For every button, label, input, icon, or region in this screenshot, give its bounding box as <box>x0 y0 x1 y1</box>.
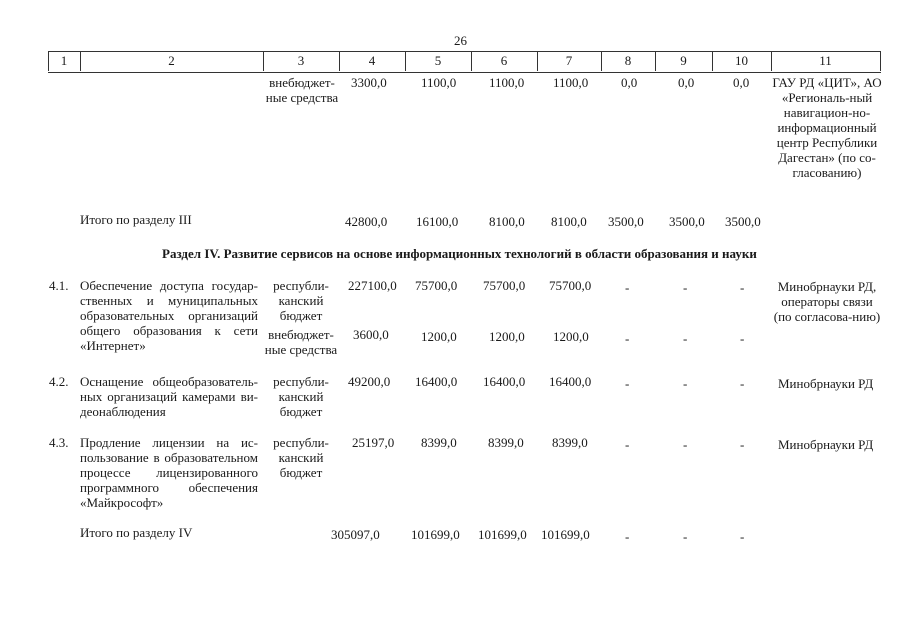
page-number: 26 <box>454 33 467 48</box>
section-title: Раздел IV. Развитие сервисов на основе информационных технологий в области образования и науки <box>162 246 757 261</box>
table-cell: 1200,0 <box>553 329 589 344</box>
table-cell: 0,0 <box>678 75 695 90</box>
table-cell: - <box>740 376 745 391</box>
table-cell: 75700,0 <box>483 278 526 293</box>
table-cell: 8100,0 <box>551 214 587 229</box>
item-name: Оснащение общеобразователь-ных организаций камерами ви-деонаблюдения <box>80 374 258 419</box>
table-cell: 101699,0 <box>541 527 590 542</box>
table-cell: 8399,0 <box>488 435 524 450</box>
table-cell: 1100,0 <box>489 75 525 90</box>
funding-source: республи-канский бюджет <box>273 374 329 419</box>
table-cell: 49200,0 <box>348 374 391 389</box>
item-number: 4.3. <box>49 435 69 450</box>
table-cell: 1200,0 <box>421 329 457 344</box>
table-cell: 16400,0 <box>415 374 458 389</box>
table-cell: - <box>625 376 630 391</box>
table-cell: 1200,0 <box>489 329 525 344</box>
table-cell: - <box>683 437 688 452</box>
table-cell: - <box>683 529 688 544</box>
table-cell: - <box>740 280 745 295</box>
table-cell: 3300,0 <box>351 75 387 90</box>
funding-source: внебюджет-ные средства <box>264 327 338 357</box>
table-cell: - <box>683 376 688 391</box>
table-cell: 3500,0 <box>725 214 761 229</box>
table-cell: 101699,0 <box>411 527 460 542</box>
executor: Минобрнауки РД <box>778 376 874 391</box>
table-cell: 3500,0 <box>608 214 644 229</box>
table-cell: 3500,0 <box>669 214 705 229</box>
executor: Минобрнауки РД, операторы связи (по согласова-нию) <box>773 279 881 324</box>
table-cell: - <box>740 437 745 452</box>
table-cell: 75700,0 <box>549 278 592 293</box>
table-cell: 75700,0 <box>415 278 458 293</box>
table-cell: 16400,0 <box>483 374 526 389</box>
item-name: Продление лицензии на ис-пользование в образовательном процессе лицензированного программного обеспечения «Майкрософт» <box>80 435 258 510</box>
table-cell: - <box>625 280 630 295</box>
column-header: 10 <box>735 53 748 68</box>
table-cell: 1100,0 <box>421 75 457 90</box>
column-header: 5 <box>434 53 442 68</box>
table-cell: 0,0 <box>621 75 638 90</box>
table-cell: 25197,0 <box>352 435 395 450</box>
table-cell: - <box>625 331 630 346</box>
table-cell: 305097,0 <box>331 527 380 542</box>
section-total-label: Итого по разделу III <box>80 212 192 227</box>
executor: Минобрнауки РД <box>778 437 874 452</box>
item-name: Обеспечение доступа государ-ственных и муниципальных образовательных организаций общего образования к сети «Интернет» <box>80 278 258 353</box>
column-header: 6 <box>500 53 508 68</box>
table-cell: 0,0 <box>733 75 750 90</box>
funding-source: республи-канский бюджет <box>273 278 329 323</box>
funding-source: внебюджет-ные средства <box>265 75 339 105</box>
table-cell: 42800,0 <box>345 214 388 229</box>
column-header: 2 <box>168 53 175 68</box>
table-cell: 8100,0 <box>489 214 525 229</box>
table-cell: - <box>625 529 630 544</box>
column-header: 11 <box>819 53 832 68</box>
executor: ГАУ РД «ЦИТ», АО «Региональ-ный навигацион-но-информационный центр Республики Дагестан» (по со-гласованию) <box>772 75 882 180</box>
column-header: 7 <box>565 53 573 68</box>
table-cell: 101699,0 <box>478 527 527 542</box>
column-header: 3 <box>297 53 305 68</box>
column-header: 1 <box>60 53 68 68</box>
table-cell: - <box>740 529 745 544</box>
table-cell: 8399,0 <box>552 435 588 450</box>
table-cell: 8399,0 <box>421 435 457 450</box>
table-cell: - <box>625 437 630 452</box>
table-cell: - <box>683 280 688 295</box>
funding-source: республи-канский бюджет <box>273 435 329 480</box>
table-cell: 1100,0 <box>553 75 589 90</box>
item-number: 4.2. <box>49 374 69 389</box>
section-total-label: Итого по разделу IV <box>80 525 193 540</box>
column-header: 9 <box>680 53 687 68</box>
item-number: 4.1. <box>49 278 69 293</box>
table-cell: - <box>683 331 688 346</box>
table-cell: - <box>740 331 745 346</box>
column-header: 4 <box>368 53 376 68</box>
table-cell: 16100,0 <box>416 214 459 229</box>
column-divider <box>880 51 881 71</box>
table-cell: 16400,0 <box>549 374 592 389</box>
column-header: 8 <box>624 53 632 68</box>
table-cell: 227100,0 <box>348 278 397 293</box>
table-cell: 3600,0 <box>353 327 389 342</box>
